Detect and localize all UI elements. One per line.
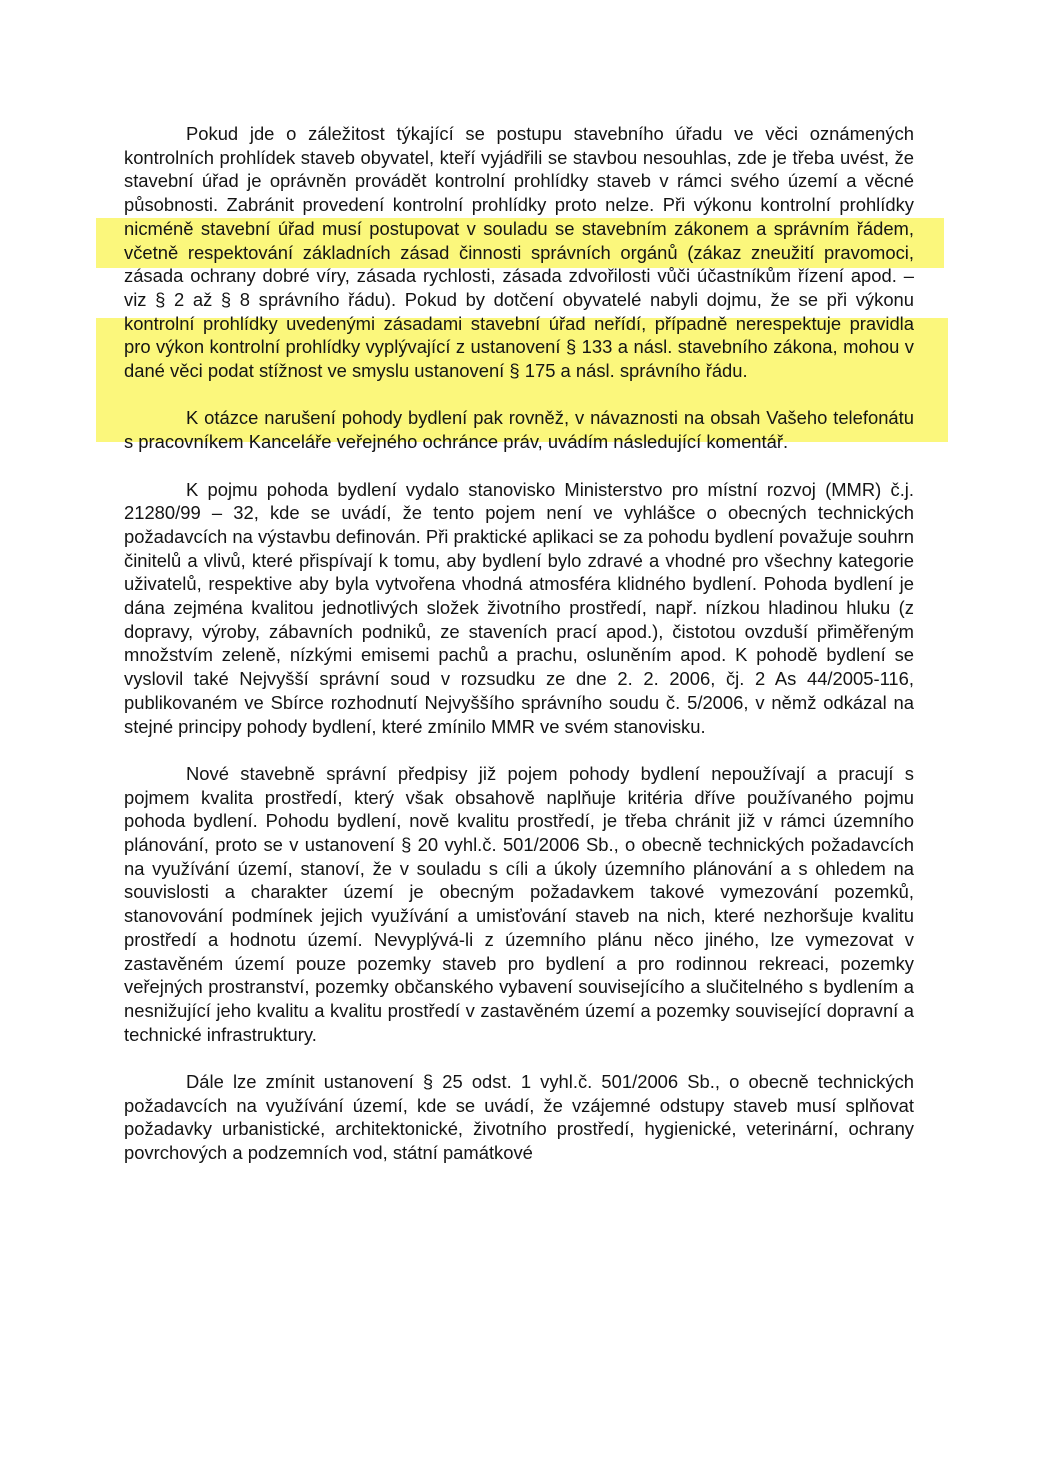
paragraph-new-regulations: Nové stavebně správní předpisy již pojem pohody bydlení nepoužívají a pracují s pojmem kvalita prostředí, který však obsahově naplňuje kritéria dříve používaného pojmu pohoda bydlení. Pohodu bydlení, nově kvalitu prostředí, je třeba chránit již v rámci územního plánování, proto se v ustanovení § 20 vyhl.č. 501/2006 Sb., o obecně technických požadavcích na využívání území, stanoví, že v souladu s cíli a úkoly územního plánování a s ohledem na souvislosti a charakter území je obecným požadavkem takové vymezování pozemků, stanovování podmínek jejich využívání a umisťování staveb na nich, které nezhoršuje kvalitu prostředí a hodnotu území. Nevyplývá-li z územního plánu něco jiného, lze vymezovat v zastavěném území pouze pozemky staveb pro bydlení a pro rodinnou rekreaci, pozemky veřejných prostranství, pozemky občanského vybavení souvisejícího a slučitelného s bydlením a nesnižující jeho kvalitu a kvalitu prostředí v zastavěném území a pozemky související dopravní a technické infrastruktury.	[124, 762, 914, 1045]
paragraph-inspection: Pokud jde o záležitost týkající se postupu stavebního úřadu ve věci oznámených kontrolních prohlídek staveb obyvatel, kteří vyjádřili se stavbou nesouhlas, zde je třeba uvést, že stavební úřad je oprávněn provádět kontrolní prohlídky staveb v rámci svého území a věcné působnosti. Zabránit provedení kontrolní prohlídky proto nelze. Při výkonu kontrolní prohlídky nicméně stavební úřad musí postupovat v souladu se stavebním zákonem a správním řádem, včetně respektování základních zásad činnosti správních orgánů (zákaz zneužití pravomoci, zásada ochrany dobré víry, zásada rychlosti, zásada zdvořilosti vůči účastníkům řízení apod. – viz § 2 až § 8 správního řádu). Pokud by dotčení obyvatelé nabyli dojmu, že se při výkonu kontrolní prohlídky uvedenými zásadami stavební úřad neřídí, případně nerespektuje pravidla pro výkon kontrolní prohlídky vyplývající z ustanovení § 133 a násl. stavebního zákona, mohou v dané věci podat stížnost ve smyslu ustanovení § 175 a násl. správního řádu.	[124, 123, 914, 382]
paragraph-phone-call: K otázce narušení pohody bydlení pak rovněž, v návaznosti na obsah Vašeho telefonátu s pracovníkem Kanceláře veřejného ochránce práv, uvádím následující komentář.	[124, 407, 914, 453]
paragraph-distances: Dále lze zmínit ustanovení § 25 odst. 1 vyhl.č. 501/2006 Sb., o obecně technických požadavcích na využívání území, kde se uvádí, že vzájemné odstupy staveb musí splňovat požadavky urbanistické, architektonické, životního prostředí, hygienické, veterinární, ochrany povrchových a podzemních vod, státní památkové	[124, 1071, 914, 1164]
document-body	[124, 122, 914, 1189]
paragraph-pohoda-bydleni: K pojmu pohoda bydlení vydalo stanovisko Ministerstvo pro místní rozvoj (MMR) č.j. 21280/99 – 32, kde se uvádí, že tento pojem není ve vyhlášce o obecných technických požadavcích na výstavbu definován. Při praktické aplikaci se za pohodu bydlení považuje souhrn činitelů a vlivů, které přispívají k tomu, aby bydlení bylo zdravé a vhodné pro všechny kategorie uživatelů, respektive aby byla vytvořena vhodná atmosféra klidného bydlení. Pohoda bydlení je dána zejména kvalitou jednotlivých složek životního prostředí, např. nízkou hladinou hluku (z dopravy, výroby, zábavních podniků, ze staveních prací apod.), čistotou ovzduší přiměřeným množstvím zeleně, nízkými emisemi pachů a prachu, osluněním apod. K pohodě bydlení se vyslovil také Nejvyšší správní soud v rozsudku ze dne 2. 2. 2006, čj. 2 As 44/2005-116, publikovaném ve Sbírce rozhodnutí Nejvyššího správního soudu č. 5/2006, v němž odkázal na stejné principy pohody bydlení, které zmínilo MMR ve svém stanovisku.	[124, 478, 914, 737]
